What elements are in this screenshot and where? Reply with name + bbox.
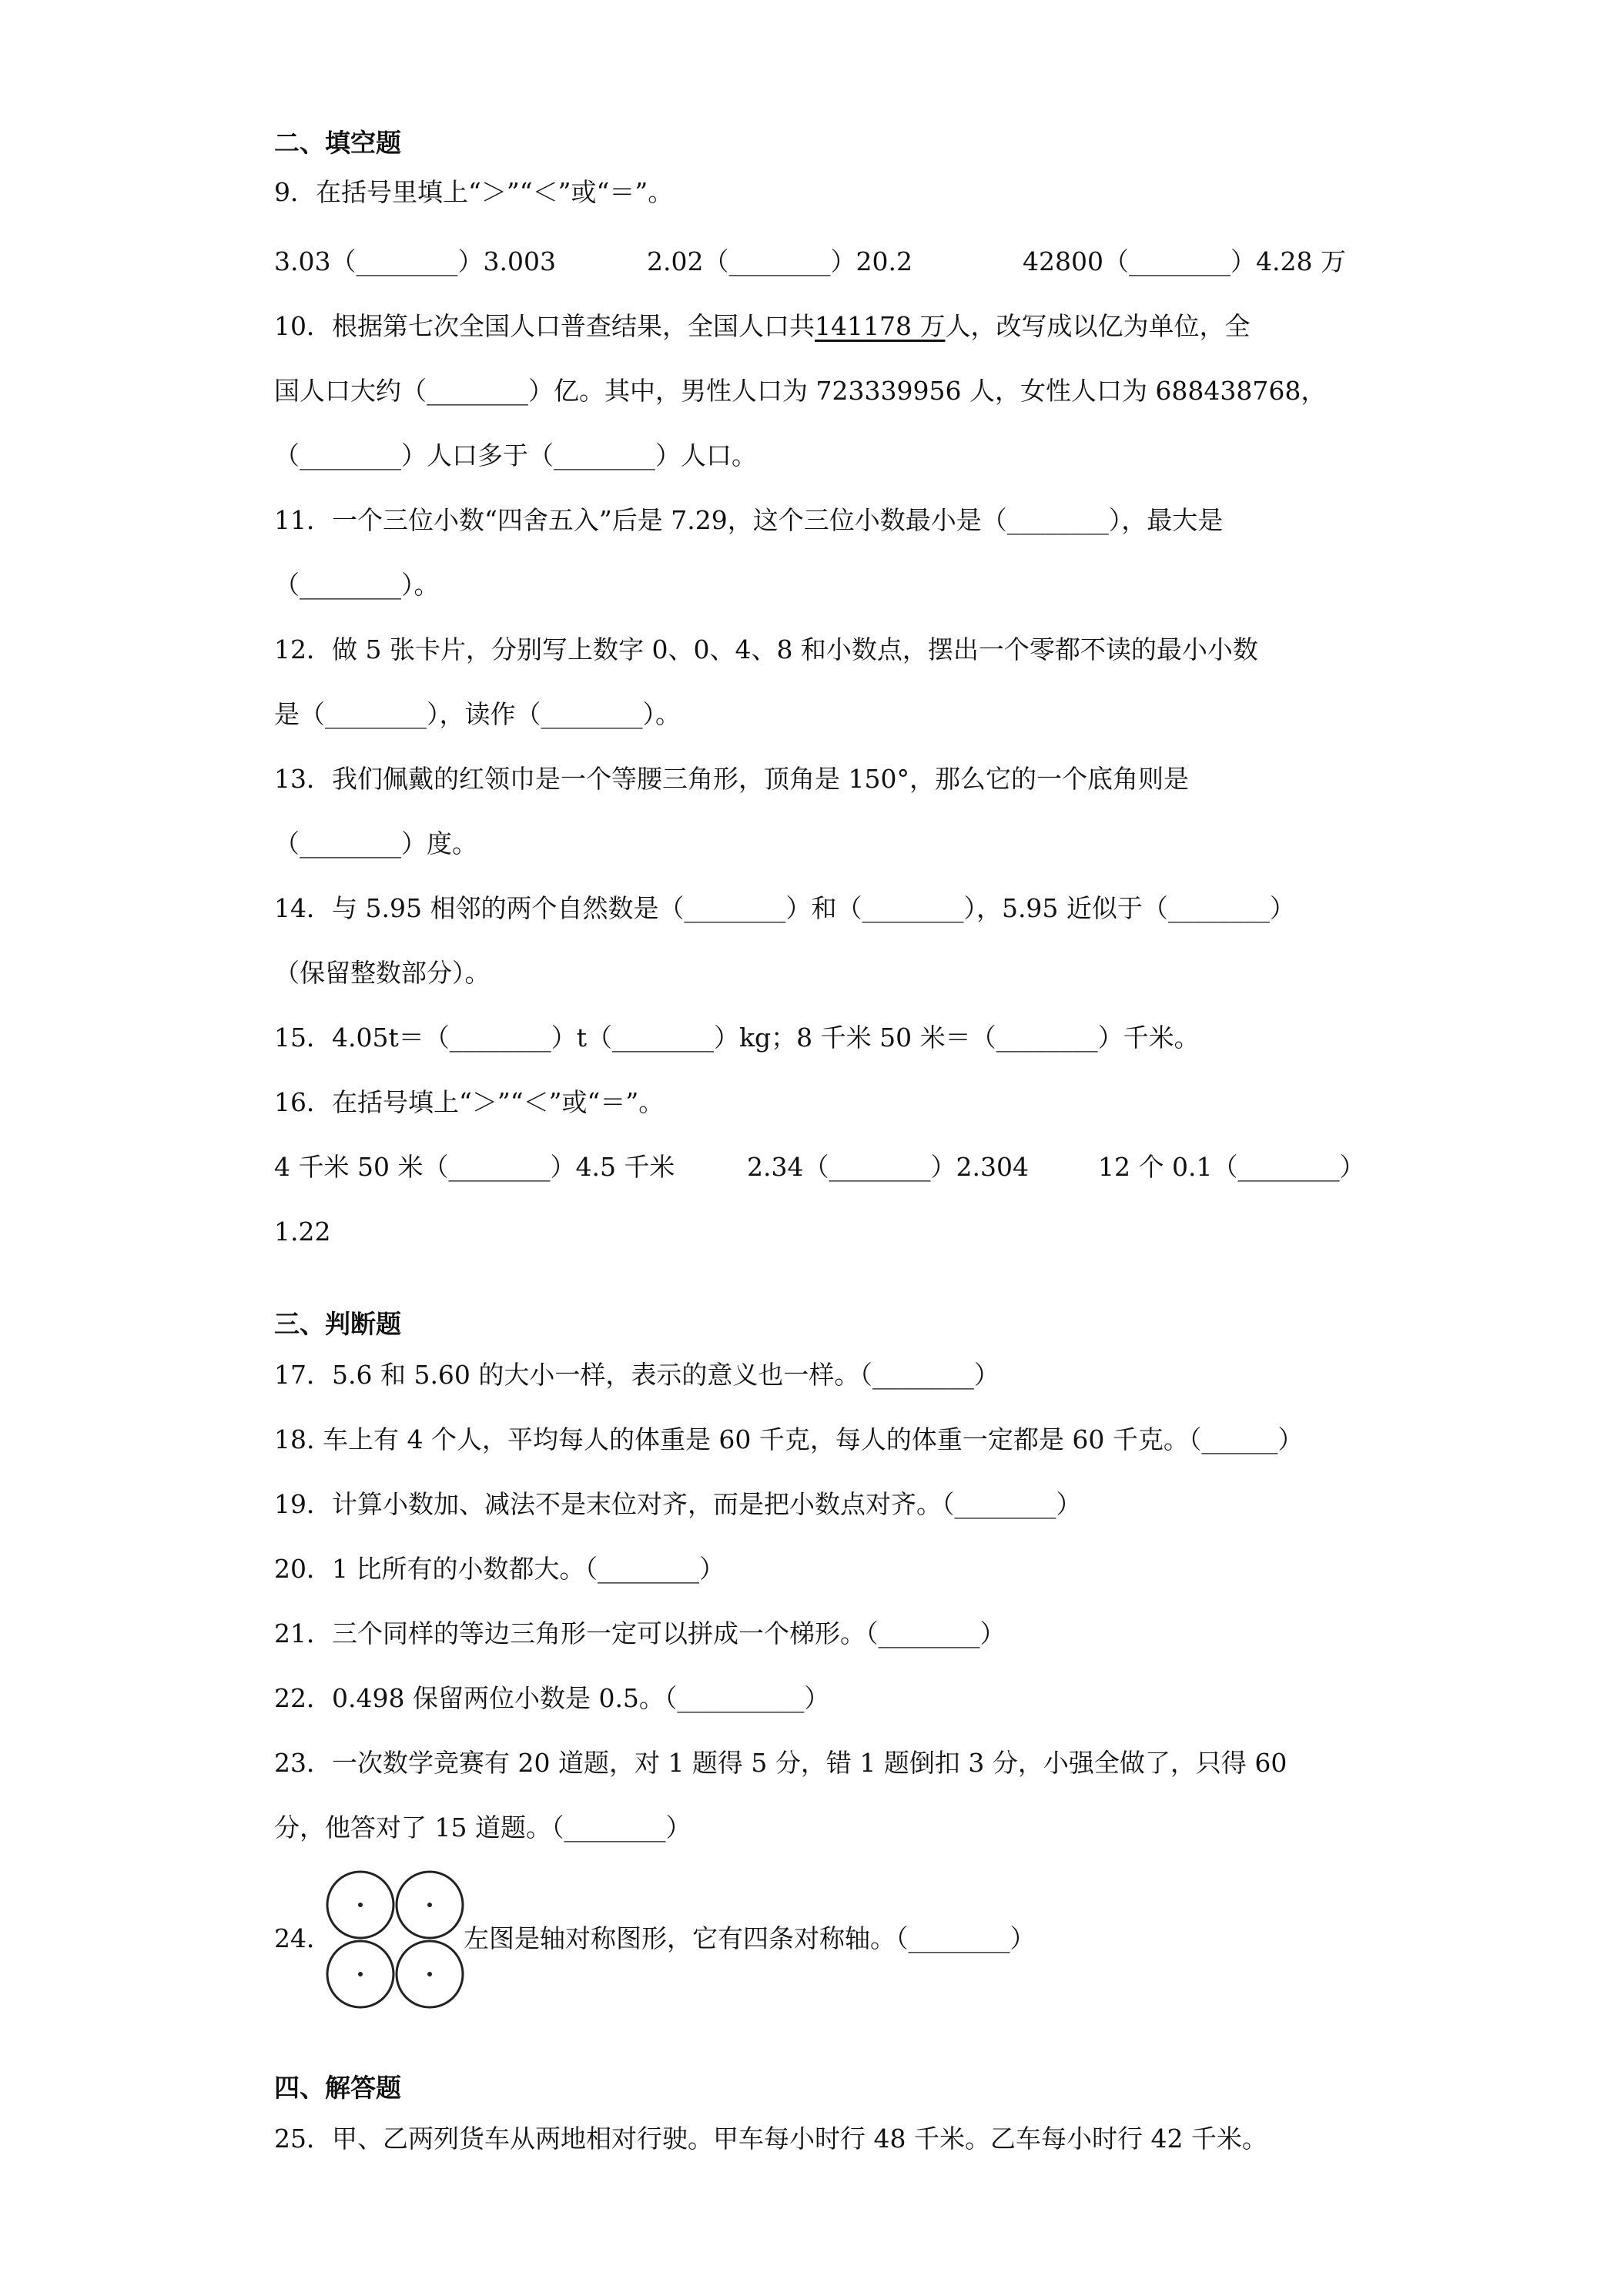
- question-20: 20．1 比所有的小数都大。（________）: [274, 1554, 725, 1584]
- question-17: 17．5.6 和 5.60 的大小一样，表示的意义也一样。（________）: [274, 1360, 1000, 1390]
- question-14-line-1: 14．与 5.95 相邻的两个自然数是（________）和（________），5.95 近似于（________）: [274, 893, 1295, 923]
- question-23-line-1: 23．一次数学竞赛有 20 道题，对 1 题得 5 分，错 1 题倒扣 3 分，小强全做了，只得 60: [274, 1748, 1287, 1778]
- question-15: 15．4.05t＝（________）t（________）kg；8 千米 50 米＝（________）千米。: [274, 1022, 1200, 1053]
- question-9-stem: 9．在括号里填上“＞”“＜”或“＝”。: [274, 177, 674, 207]
- question-13-line-1: 13．我们佩戴的红领巾是一个等腰三角形，顶角是 150°，那么它的一个底角则是: [274, 764, 1189, 794]
- q24-text: 左图是轴对称图形，它有四条对称轴。（________）: [464, 1923, 1036, 1953]
- q24-number: 24．: [274, 1923, 332, 1953]
- question-25: 25．甲、乙两列货车从两地相对行驶。甲车每小时行 48 千米。乙车每小时行 42 千米。: [274, 2124, 1267, 2154]
- question-23-line-2: 分，他答对了 15 道题。（________）: [274, 1812, 691, 1842]
- section-heading-answer: 四、解答题: [274, 2073, 401, 2103]
- question-16-item-c-value: 1.22: [274, 1217, 331, 1247]
- section-heading-true-false: 三、判断题: [274, 1309, 401, 1339]
- question-12-line-2: 是（________），读作（________）。: [274, 699, 681, 729]
- center-dot-bottom-left: [358, 1972, 363, 1976]
- q16-item-c: 12 个 0.1（________）: [1098, 1152, 1365, 1182]
- center-dot-top-left: [358, 1903, 363, 1907]
- question-22: 22．0.498 保留两位小数是 0.5。（__________）: [274, 1683, 830, 1713]
- question-21: 21．三个同样的等边三角形一定可以拼成一个梯形。（________）: [274, 1618, 1006, 1648]
- section-heading-fill-in: 二、填空题: [274, 128, 401, 158]
- question-12-line-1: 12．做 5 张卡片，分别写上数字 0、0、4、8 和小数点，摆出一个零都不读的最小小数: [274, 634, 1258, 664]
- q10-population-underlined: 141178 万: [815, 311, 946, 341]
- q16-item-b: 2.34（________）2.304: [747, 1152, 1029, 1182]
- question-10-line-1: [274, 310, 1352, 343]
- question-16-stem: 16．在括号填上“＞”“＜”或“＝”。: [274, 1087, 665, 1117]
- center-dot-bottom-right: [427, 1972, 432, 1976]
- q9-item-c: 42800（________）4.28 万: [1023, 246, 1346, 276]
- q10-text-post: 人，改写成以亿为单位，全: [945, 311, 1251, 341]
- question-11-line-1: 11．一个三位小数“四舍五入”后是 7.29，这个三位小数最小是（________），最大是: [274, 505, 1224, 535]
- q10-text-pre: 10．根据第七次全国人口普查结果，全国人口共: [274, 311, 815, 341]
- center-dot-top-right: [427, 1903, 432, 1907]
- four-circles-figure: [325, 1869, 465, 2010]
- question-19: 19．计算小数加、减法不是末位对齐，而是把小数点对齐。（________）: [274, 1489, 1082, 1519]
- question-14-line-2: （保留整数部分）。: [274, 958, 491, 988]
- question-11-line-2: （________）。: [274, 570, 440, 600]
- question-13-line-2: （________）度。: [274, 828, 477, 858]
- question-18: 18. 车上有 4 个人，平均每人的体重是 60 千克，每人的体重一定都是 60 千克。（______）: [274, 1424, 1304, 1454]
- question-10-line-2: 国人口大约（________）亿。其中，男性人口为 723339956 人，女性人口为 688438768，: [274, 376, 1327, 406]
- q9-item-b: 2.02（________）20.2: [647, 246, 912, 276]
- q9-item-a: 3.03（________）3.003: [274, 246, 556, 276]
- q16-item-a: 4 千米 50 米（________）4.5 千米: [274, 1152, 675, 1182]
- question-10-line-3: （________）人口多于（________）人口。: [274, 440, 757, 470]
